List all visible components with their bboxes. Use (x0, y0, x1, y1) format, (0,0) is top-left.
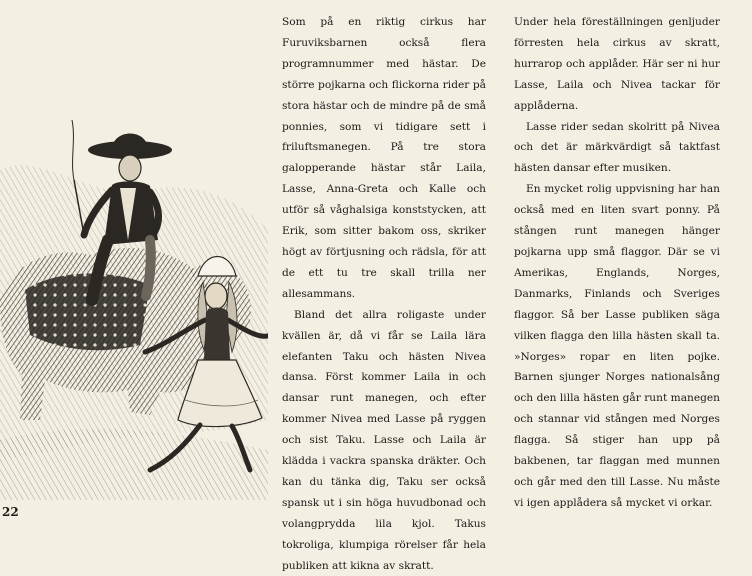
paragraph: Bland det allra roligaste under kvällen är, då vi får se Laila lära elefanten Taku och hästen Nivea dansa. Först kommer Laila in och dansar runt manegen, och efter kommer Nivea med Lasse på ryggen och sist Taku. Lasse och Laila är klädda i vackra spanska dräkter. Och kan du tänka dig, Taku ser också spansk ut i sin höga huvudbonad och volangprydda lila kjol. Takus tokroliga, klumpiga rörelser får hela publiken att kikna av skratt. (282, 308, 486, 572)
paragraph: Som på en riktig cirkus har Furuviksbarnen också flera programnummer med hästar. De större pojkarna och flickorna rider på stora hästar och de mindre på de små ponnies, som vi tidigare sett i friluftsmanegen. På tre stora galopperande hästar står Laila, Lasse, Anna-Greta och Kalle och utför så våghalsiga konststycken, att Erik, som sitter bakom oss, skriker högt av förtjusning och rädsla, för att de ett tu tre skall trilla ner allesammans. (282, 16, 486, 300)
page-number: 22 (2, 505, 19, 519)
paragraph: En mycket rolig uppvisning har han också med en liten svart ponny. På stången runt manegen hänger pojkarna upp små flaggor. Där se vi Amerikas, Englands, Norges, Danmarks, Finlands och Sveriges flaggor. Så ber Lasse publiken säga vilken flagga den lilla hästen skall ta. »Norges» ropar en liten pojke. Barnen sjunger Norges nationalsång och den lilla hästen går runt manegen och stannar vid stången med Norges flagga. Så stiger han upp på bakbenen, tar flaggan med munnen och går med den till Lasse. Nu måste vi igen applådera så mycket vi orkar. (514, 183, 720, 509)
paragraph: Under hela föreställningen genljuder förresten hela cirkus av skratt, hurrarop och applåder. Här ser ni hur Lasse, Laila och Nivea tackar för applåderna. (514, 16, 720, 112)
text-column-right (514, 12, 720, 514)
paragraph: Lasse rider sedan skolritt på Nivea och det är märkvärdigt så taktfast hästen dansar efter musiken. (514, 120, 720, 175)
text-column-left (282, 12, 486, 576)
circus-rider-and-dancer-illustration (0, 0, 268, 500)
